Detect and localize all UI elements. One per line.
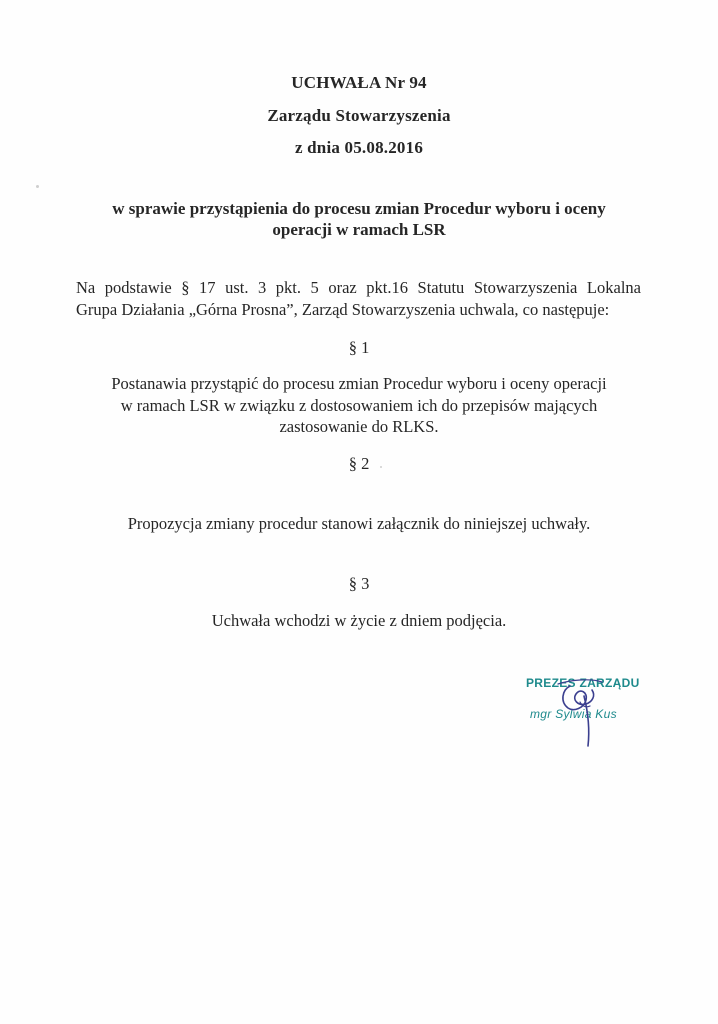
section-3-line-1: Uchwała wchodzi w życie z dniem podjęcia.	[211, 611, 507, 630]
subject-line-1: w sprawie przystąpienia do procesu zmian Procedur wyboru i oceny	[112, 199, 606, 218]
handwritten-signature-icon	[540, 672, 620, 752]
section-1-line-2: w ramach LSR w związku z dostosowaniem ich do przepisów mających	[120, 396, 598, 415]
section-1-line-1: Postanawia przystąpić do procesu zmian Procedur wyboru i oceny operacji	[111, 374, 607, 393]
stamp-name: mgr Sylwia Kus	[530, 707, 617, 721]
section-3-mark: § 3	[348, 574, 370, 593]
section-1-line-3: zastosowanie do RLKS.	[279, 417, 439, 436]
section-2-mark: § 2	[348, 454, 370, 473]
scan-speck	[36, 185, 39, 188]
preamble-line-1: Na podstawie § 17 ust. 3 pkt. 5 oraz pkt.16 Statutu Stowarzyszenia Lokalna	[76, 278, 641, 297]
section-2-line-1: Propozycja zmiany procedur stanowi załącznik do niniejszej uchwały.	[127, 514, 591, 533]
scan-speck	[380, 466, 382, 468]
subject-line-2: operacji w ramach LSR	[272, 220, 446, 239]
section-1-mark: § 1	[348, 338, 370, 357]
preamble-line-2: Grupa Działania „Górna Prosna”, Zarząd Stowarzyszenia uchwala, co następuje:	[76, 300, 610, 319]
resolution-title: UCHWAŁA Nr 94	[291, 73, 427, 92]
resolution-date: z dnia 05.08.2016	[294, 138, 424, 157]
stamp-title: PREZES ZARZĄDU	[526, 676, 640, 690]
issuing-body: Zarządu Stowarzyszenia	[267, 106, 451, 125]
